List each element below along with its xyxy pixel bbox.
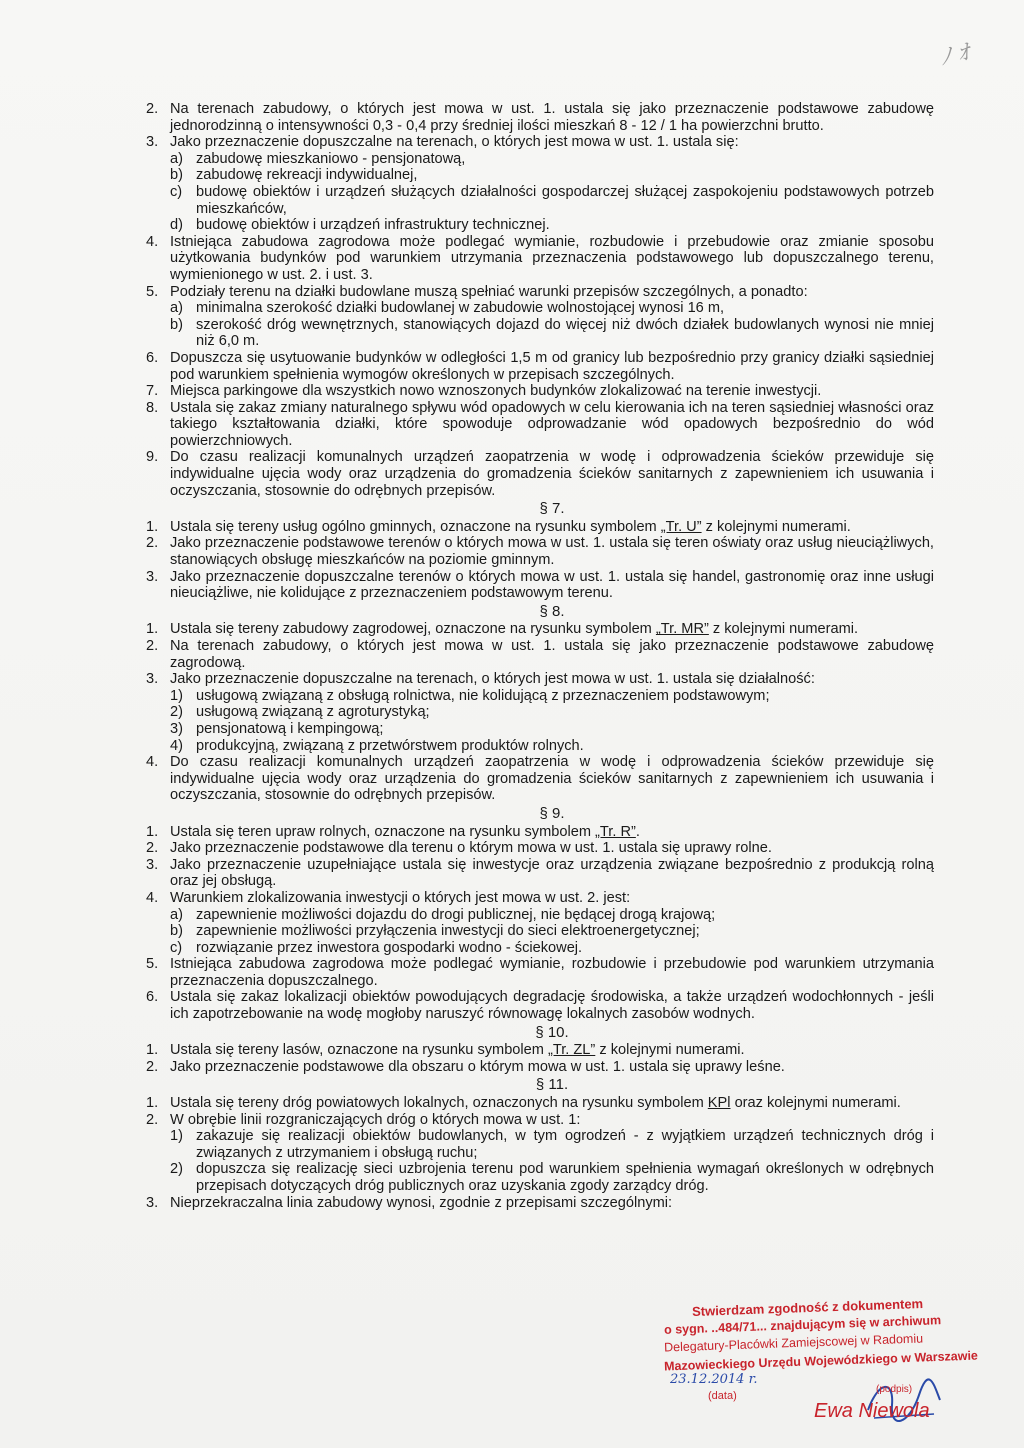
sub-item: [146, 923, 934, 940]
item-text: pensjonatową i kempingową;: [196, 720, 384, 737]
item-text: zakazuje się realizacji obiektów budowlanych, w tym ogrodzeń - z wyjątkiem urządzeń technicznych dróg i związanych z utrzymaniem i obsługą ruchu;: [196, 1128, 934, 1161]
sub-item: [146, 1128, 934, 1161]
item-number: 5.: [146, 956, 159, 973]
item-number: a): [170, 906, 183, 923]
item-number: c): [170, 183, 183, 200]
item-number: 7.: [146, 383, 159, 400]
item-text: Ustala się tereny lasów, oznaczone na rysunku symbolem: [170, 1042, 548, 1059]
paragraph-item: [146, 621, 934, 638]
item-text: Jako przeznaczenie uzupełniające ustala się inwestycje oraz urządzenia związane bezpośrednio z produkcją rolną oraz jej obsługą.: [170, 856, 934, 890]
item-number: 3.: [146, 568, 159, 585]
sub-item: [146, 907, 934, 924]
paragraph-item: [146, 840, 934, 857]
item-number: a): [170, 300, 183, 317]
item-number: b): [170, 167, 183, 184]
item-number: 1.: [146, 621, 159, 638]
item-text: Istniejąca zabudowa zagrodowa może podlegać wymianie, rozbudowie i przebudowie oraz zmianie sposobu użytkowania budynków pod warunkiem utrzymania przeznaczenia podstawowego lub dopuszczalnego terenu, wymienionego w ust. 2. i ust. 3.: [170, 233, 934, 283]
document-body: [146, 101, 934, 1211]
certification-stamp: [663, 1295, 979, 1440]
item-number: b): [170, 316, 183, 333]
item-text: minimalna szerokość działki budowlanej w zabudowie wolnostojącej wynosi 16 m,: [196, 300, 725, 317]
section-heading: § 11.: [535, 1076, 569, 1094]
corner-handwritten-mark: ﾉ ｵ: [938, 40, 972, 71]
item-text: Ustala się tereny zabudowy zagrodowej, oznaczone na rysunku symbolem: [170, 621, 656, 638]
item-text: Dopuszcza się usytuowanie budynków w odległości 1,5 m od granicy lub bezpośrednio przy granicy działki sąsiedniej pod warunkiem spełnienia wymogów określonych w przepisach szczególnych.: [170, 349, 934, 383]
item-number: d): [170, 217, 183, 234]
section-heading: § 10.: [535, 1023, 569, 1041]
item-text: zabudowę rekreacji indywidualnej,: [196, 167, 418, 184]
section-heading: § 7.: [539, 500, 565, 518]
symbol-code: „Tr. U”: [660, 518, 702, 535]
item-number: b): [170, 923, 183, 940]
item-text: W obrębie linii rozgraniczających dróg o których mowa w ust. 1:: [170, 1111, 581, 1128]
sub-item: [146, 738, 934, 755]
item-number: a): [170, 150, 183, 167]
item-number: 2.: [146, 638, 159, 654]
stamp-date-label: (data): [708, 1390, 737, 1402]
paragraph-item: [146, 638, 934, 671]
item-text: Jako przeznaczenie dopuszczalne na terenach, o których jest mowa w ust. 1. ustala się działalność:: [170, 671, 815, 688]
sub-item: [146, 1161, 934, 1194]
item-text: Nieprzekraczalna linia zabudowy wynosi, zgodnie z przepisami szczególnymi:: [170, 1194, 673, 1211]
item-text: dopuszcza się realizację sieci uzbrojenia terenu pod warunkiem spełnienia wymagań określonych w odrębnych przepisach dotyczących dróg publicznych oraz uzyskania zgody zarządcy dróg.: [196, 1161, 934, 1194]
item-number: 5.: [146, 283, 159, 300]
sub-item: [146, 167, 934, 184]
item-number: 1.: [146, 823, 159, 840]
item-text: Podziały terenu na działki budowlane muszą spełniać warunki przepisów szczególnych, a ponadto:: [170, 283, 808, 300]
item-number: c): [170, 939, 183, 956]
item-text: zapewnienie możliwości przyłączenia inwestycji do sieci elektroenergetycznej;: [196, 923, 700, 940]
paragraph-item: [146, 1042, 934, 1059]
symbol-code: „Tr. MR”: [655, 621, 709, 638]
paragraph-item: [146, 284, 934, 301]
item-number: 4): [170, 737, 183, 754]
item-number: 1.: [146, 1042, 159, 1059]
item-number: 6.: [146, 349, 159, 366]
paragraph-item: [146, 449, 934, 499]
item-number: 2.: [146, 101, 159, 117]
paragraph-item: [146, 101, 934, 134]
symbol-code: „Tr. R”: [595, 823, 636, 840]
item-text: Na terenach zabudowy, o których jest mowa w ust. 1. ustala się jako przeznaczenie podstawowe zabudowę zagrodową.: [170, 638, 934, 671]
paragraph-item: [146, 1112, 934, 1129]
paragraph-item: [146, 234, 934, 284]
item-text: Jako przeznaczenie podstawowe dla obszaru o którym mowa w ust. 1. ustala się uprawy leśne.: [170, 1058, 785, 1075]
item-text: Ustala się zakaz zmiany naturalnego spływu wód opadowych w celu kierowania ich na teren sąsiedniej własności oraz takiego kształtowania działki, które spowoduje odprowadzanie wód opadowych bezpośrednio do wód powierzchniowych.: [170, 399, 934, 449]
item-number: 2): [170, 704, 183, 721]
item-number: 2): [170, 1161, 183, 1178]
paragraph-item: [146, 569, 934, 602]
sub-item: [146, 217, 934, 234]
item-number: 8.: [146, 399, 159, 416]
symbol-code: „Tr. ZL”: [548, 1042, 596, 1059]
stamp-signature-label: (podpis): [876, 1384, 913, 1395]
item-text: budowę obiektów i urządzeń służących działalności gospodarczej służącej zaspokojeniu podstawowych potrzeb mieszkańców,: [196, 183, 934, 217]
paragraph-item: [146, 989, 934, 1022]
item-number: 6.: [146, 989, 159, 1006]
item-text: Do czasu realizacji komunalnych urządzeń zaopatrzenia w wodę i odprowadzenia ścieków przewiduje się indywidualne ujęcia wody oraz urządzenia do gromadzenia ścieków sanitarnych z zapewnieniem ich usuwania i oczyszczania, stosownie do odrębnych przepisów.: [170, 449, 934, 499]
stamp-line-3: Delegatury-Placówki Zamiejscowej w Radomiu: [663, 1331, 924, 1355]
paragraph-item: [146, 400, 934, 450]
paragraph-item: [146, 754, 934, 804]
item-text: Jako przeznaczenie dopuszczalne terenów o których mowa w ust. 1. ustala się handel, gastronomię oraz inne usługi nieuciążliwe, nie kolidujące z przeznaczeniem podstawowym terenu.: [170, 568, 934, 602]
item-text: budowę obiektów i urządzeń infrastruktury technicznej.: [196, 217, 550, 234]
item-text: Ustala się teren upraw rolnych, oznaczone na rysunku symbolem: [170, 823, 596, 840]
paragraph-item: [146, 1195, 934, 1212]
item-text-after: z kolejnymi numerami.: [701, 518, 851, 535]
item-text: Ustala się tereny dróg powiatowych lokalnych, oznaczonych na rysunku symbolem: [170, 1095, 708, 1112]
paragraph-item: [146, 671, 934, 688]
item-number: 4.: [146, 233, 159, 250]
sub-item: [146, 721, 934, 738]
item-text-after: z kolejnymi numerami.: [595, 1042, 745, 1059]
paragraph-item: [146, 857, 934, 890]
paragraph-item: [146, 134, 934, 151]
item-number: 2.: [146, 840, 159, 857]
paragraph-item: [146, 956, 934, 989]
item-number: 1.: [146, 518, 159, 535]
item-text: zapewnienie możliwości dojazdu do drogi publicznej, nie będącej drogą krajową;: [196, 906, 716, 923]
stamp-line-2: o sygn. ..484/71... znajdującym się w archiwum: [663, 1313, 942, 1337]
paragraph-item: [146, 890, 934, 907]
item-text: Jako przeznaczenie podstawowe terenów o których mowa w ust. 1. ustala się teren oświaty oraz usług nieuciążliwych, stanowiących obsługę mieszkańców na poziomie gminnym.: [170, 535, 934, 569]
item-number: 3.: [146, 671, 159, 688]
sub-item: [146, 300, 934, 317]
item-text: Miejsca parkingowe dla wszystkich nowo wznoszonych budynków zlokalizować na terenie inwestycji.: [170, 383, 822, 400]
stamp-line-1: Stwierdzam zgodność z dokumentem: [691, 1295, 924, 1320]
paragraph-item: [146, 1095, 934, 1112]
sub-item: [146, 184, 934, 217]
sub-item: [146, 940, 934, 957]
section-heading: § 9.: [539, 804, 565, 822]
item-text: Do czasu realizacji komunalnych urządzeń zaopatrzenia w wodę i odprowadzenia ścieków przewiduje się indywidualne ujęcia wody oraz urządzenia do gromadzenia ścieków sanitarnych z zapewnieniem ich usuwania i oczyszczania, stosownie do odrębnych przepisów.: [170, 754, 934, 804]
item-number: 3.: [146, 856, 159, 873]
item-text-after: oraz kolejnymi numerami.: [730, 1095, 901, 1112]
item-text: Istniejąca zabudowa zagrodowa może podlegać wymianie, rozbudowie i przebudowie pod warunkiem utrzymania przeznaczenia dopuszczalnego.: [170, 956, 934, 989]
sub-item: [146, 317, 934, 350]
item-text: zabudowę mieszkaniowo - pensjonatową,: [196, 150, 466, 167]
item-text: szerokość dróg wewnętrznych, stanowiących dojazd do więcej niż dwóch działek budowlanych wynosi nie mniej niż 6,0 m.: [196, 316, 934, 350]
sub-item: [146, 688, 934, 705]
paragraph-item: [146, 1059, 934, 1076]
stamp-date: 23.12.2014 r.: [670, 1372, 758, 1387]
item-text: Warunkiem zlokalizowania inwestycji o których jest mowa w ust. 2. jest:: [170, 889, 631, 906]
item-text: Ustala się tereny usług ogólno gminnych, oznaczone na rysunku symbolem: [170, 518, 661, 535]
item-text-after: .: [635, 823, 640, 840]
item-number: 9.: [146, 449, 159, 466]
item-number: 1.: [146, 1095, 159, 1112]
item-number: 1): [170, 1128, 183, 1145]
item-text: Ustala się zakaz lokalizacji obiektów powodujących degradację środowiska, a także urządzeń wodochłonnych - jeśli ich zapotrzebowanie na wodę mogłoby naruszyć równowagę lokalnych zasobów wodnych.: [170, 989, 934, 1023]
item-text: rozwiązanie przez inwestora gospodarki wodno - ściekowej.: [196, 939, 583, 956]
sub-item: [146, 151, 934, 168]
stamp-line-4: Mazowieckiego Urzędu Wojewódzkiego w Warszawie: [663, 1348, 979, 1374]
item-number: 3.: [146, 134, 159, 151]
item-number: 2.: [146, 1111, 159, 1128]
section-heading: § 8.: [539, 602, 565, 620]
item-number: 4.: [146, 754, 159, 771]
item-text-after: z kolejnymi numerami.: [708, 621, 859, 638]
item-text: Jako przeznaczenie dopuszczalne na terenach, o których jest mowa w ust. 1. ustala się:: [170, 134, 739, 151]
paragraph-item: [146, 350, 934, 383]
paragraph-item: [146, 519, 934, 536]
stamp-name: Ewa Niewola: [814, 1400, 930, 1422]
paragraph-item: [146, 824, 934, 841]
paragraph-item: [146, 535, 934, 568]
item-text: usługową związaną z agroturystyką;: [196, 704, 430, 721]
item-text: Na terenach zabudowy, o których jest mowa w ust. 1. ustala się jako przeznaczenie podstawowe zabudowę jednorodzinną o intensywności 0,3 - 0,4 przy średniej ilości mieszkań 8 - 12 / 1 ha powierzchni brutto.: [170, 101, 934, 134]
item-number: 2.: [146, 1058, 159, 1075]
item-text: usługową związaną z obsługą rolnictwa, nie kolidującą z przeznaczeniem podstawowym;: [196, 687, 770, 704]
paragraph-item: [146, 383, 934, 400]
item-number: 1): [170, 687, 183, 704]
item-number: 4.: [146, 889, 159, 906]
sub-item: [146, 704, 934, 721]
item-number: 2.: [146, 535, 159, 552]
item-text: produkcyjną, związaną z przetwórstwem produktów rolnych.: [196, 737, 584, 754]
item-number: 3.: [146, 1194, 159, 1211]
item-number: 3): [170, 720, 183, 737]
symbol-code: KPl: [707, 1095, 731, 1112]
item-text: Jako przeznaczenie podstawowe dla terenu o którym mowa w ust. 1. ustala się uprawy rolne.: [170, 840, 772, 857]
